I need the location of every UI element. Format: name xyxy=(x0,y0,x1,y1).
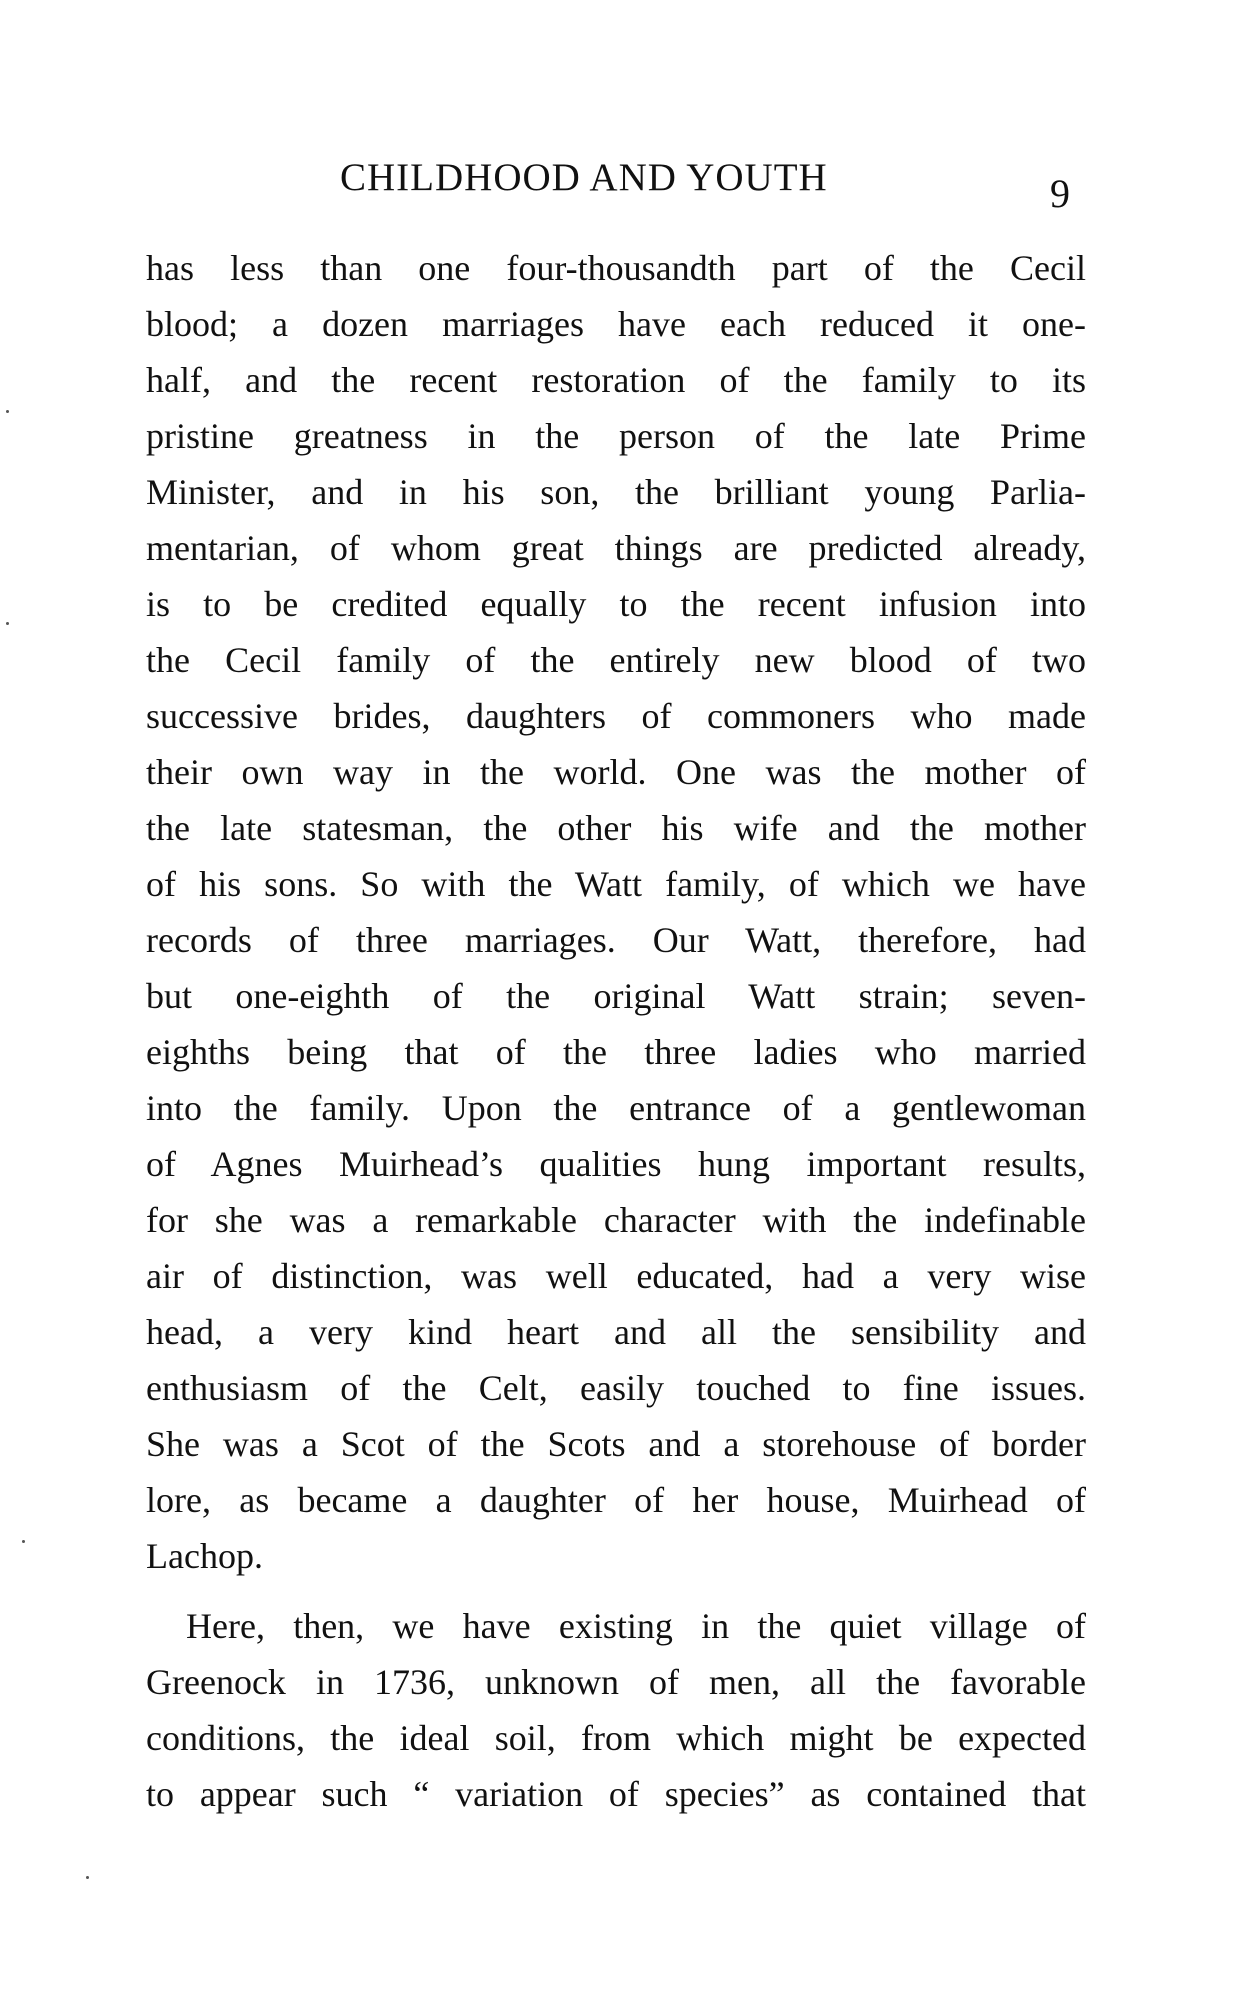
text-line: but one-eighth of the original Watt strain; seven- xyxy=(146,976,1086,1016)
text-line: She was a Scot of the Scots and a storehouse of border xyxy=(146,1424,1086,1464)
text-line: of Agnes Muirhead’s qualities hung important results, xyxy=(146,1144,1086,1184)
paragraph-1 xyxy=(146,240,1086,1584)
text-line: Greenock in 1736, unknown of men, all the favorable xyxy=(146,1662,1086,1702)
scan-speck xyxy=(6,622,9,625)
text-line: Minister, and in his son, the brilliant young Parlia- xyxy=(146,472,1086,512)
text-line: of his sons. So with the Watt family, of which we have xyxy=(146,864,1086,904)
text-line: is to be credited equally to the recent infusion into xyxy=(146,584,1086,624)
text-line: pristine greatness in the person of the late Prime xyxy=(146,416,1086,456)
text-line: air of distinction, was well educated, had a very wise xyxy=(146,1256,1086,1296)
text-line: the late statesman, the other his wife and the mother xyxy=(146,808,1086,848)
text-line: mentarian, of whom great things are predicted already, xyxy=(146,528,1086,568)
body-text xyxy=(146,240,1086,1822)
scan-speck xyxy=(6,410,9,413)
text-line: enthusiasm of the Celt, easily touched to fine issues. xyxy=(146,1368,1086,1408)
text-line: Lachop. xyxy=(146,1536,263,1576)
text-line: has less than one four-thousandth part of the Cecil xyxy=(146,248,1086,288)
text-line: to appear such “ variation of species” as contained that xyxy=(146,1774,1086,1814)
text-line: blood; a dozen marriages have each reduced it one- xyxy=(146,304,1086,344)
scan-speck xyxy=(86,1876,89,1879)
text-line: Here, then, we have existing in the quiet village of xyxy=(186,1606,1086,1646)
text-line: lore, as became a daughter of her house, Muirhead of xyxy=(146,1480,1086,1520)
text-line: head, a very kind heart and all the sensibility and xyxy=(146,1312,1086,1352)
text-line: the Cecil family of the entirely new blood of two xyxy=(146,640,1086,680)
text-line: into the family. Upon the entrance of a gentlewoman xyxy=(146,1088,1086,1128)
text-line: successive brides, daughters of commoners who made xyxy=(146,696,1086,736)
text-line: half, and the recent restoration of the family to its xyxy=(146,360,1086,400)
paragraph-2 xyxy=(146,1598,1086,1822)
text-line: records of three marriages. Our Watt, therefore, had xyxy=(146,920,1086,960)
text-line: eighths being that of the three ladies who married xyxy=(146,1032,1086,1072)
text-line: for she was a remarkable character with the indefinable xyxy=(146,1200,1086,1240)
text-line: their own way in the world. One was the mother of xyxy=(146,752,1086,792)
running-head: CHILDHOOD AND YOUTH xyxy=(340,156,828,199)
scan-speck xyxy=(22,1540,25,1543)
page-number: 9 xyxy=(1050,171,1070,216)
text-line: conditions, the ideal soil, from which might be expected xyxy=(146,1718,1086,1758)
